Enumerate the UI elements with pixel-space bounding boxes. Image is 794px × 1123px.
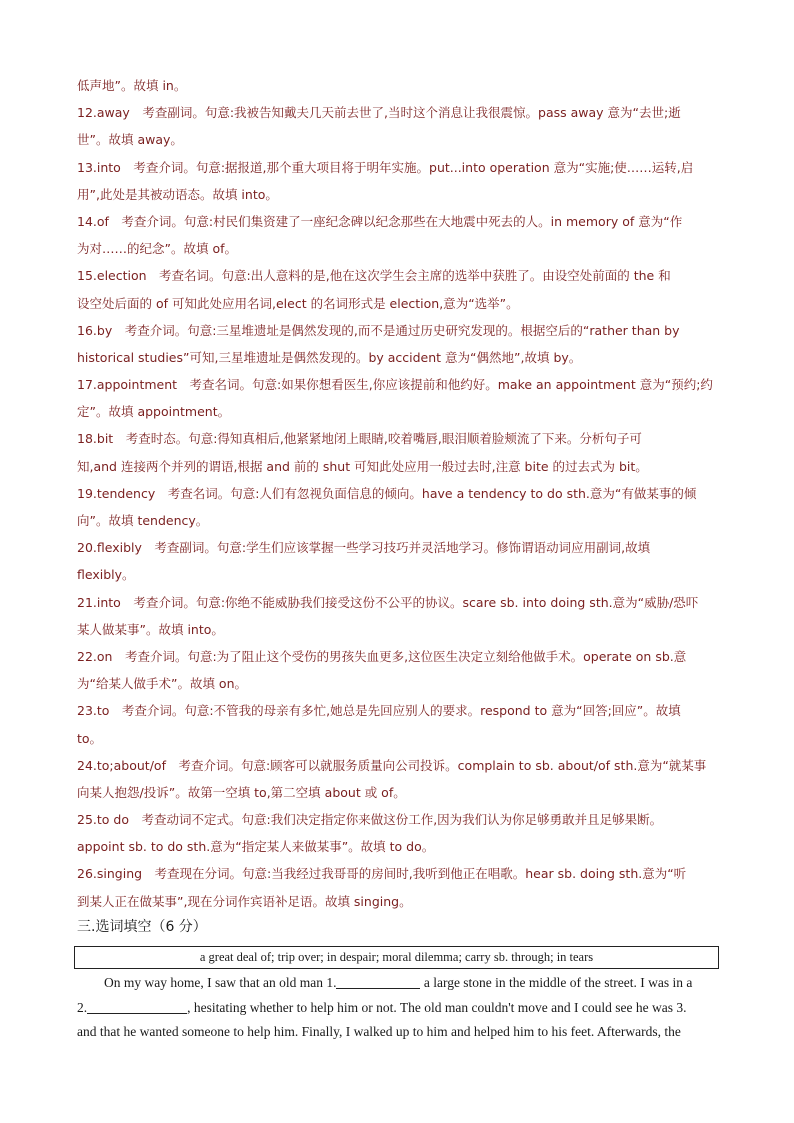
answer-line: 22.on 考查介词。句意:为了阻止这个受伤的男孩失血更多,这位医生决定立刻给他做手术。operate on sb.意 xyxy=(77,648,687,664)
blank-2[interactable] xyxy=(87,999,187,1014)
answer-line: 14.of 考查介词。句意:村民们集资建了一座纪念碑以纪念那些在大地震中死去的人。in memory of 意为“作 xyxy=(77,213,683,229)
answer-line: 16.by 考查介词。句意:三星堆遗址是偶然发现的,而不是通过历史研究发现的。根据空后的“rather than by xyxy=(77,322,680,338)
answer-line: 15.election 考查名词。句意:出人意料的是,他在这次学生会主席的选举中获胜了。由设空处前面的 the 和 xyxy=(77,268,671,284)
answer-line: 19.tendency 考查名词。句意:人们有忽视负面信息的倾向。have a tendency to do sth.意为“有做某事的倾 xyxy=(77,485,697,501)
answer-line: 世”。故填 away。 xyxy=(77,132,183,148)
answer-line: historical studies”可知,三星堆遗址是偶然发现的。by accident 意为“偶然地”,故填 by。 xyxy=(77,349,582,365)
answer-line: 到某人正在做某事”,现在分词作宾语补足语。故填 singing。 xyxy=(77,893,412,909)
answer-line: 23.to 考查介词。句意:不管我的母亲有多忙,她总是先回应别人的要求。respond to 意为“回答;回应”。故填 xyxy=(77,703,681,719)
answer-line: appoint sb. to do sth.意为“指定某人来做某事”。故填 to do。 xyxy=(77,839,435,855)
word-bank-box: a great deal of; trip over; in despair; moral dilemma; carry sb. through; in tears xyxy=(74,946,719,969)
answer-key xyxy=(77,72,721,915)
answer-line: 21.into 考查介词。句意:你绝不能威胁我们接受这份不公平的协议。scare sb. into doing sth.意为“威胁/恐吓 xyxy=(77,594,699,610)
passage-text: a large stone in the middle of the street. I was in a xyxy=(420,975,693,990)
answer-line: 25.to do 考查动词不定式。句意:我们决定指定你来做这份工作,因为我们认为你足够勇敢并且足够果断。 xyxy=(77,812,663,828)
answer-line: 低声地”。故填 in。 xyxy=(77,78,187,93)
section-title: 三.选词填空（6 分） xyxy=(77,919,207,935)
answer-line: 某人做某事”。故填 into。 xyxy=(77,621,224,637)
passage-text: , hesitating whether to help him or not. The old man couldn't move and I could see he was 3. xyxy=(187,999,687,1015)
passage-text: 2. xyxy=(77,999,88,1015)
answer-line: 用”,此处是其被动语态。故填 into。 xyxy=(77,186,278,202)
answer-line: 12.away 考查副词。句意:我被告知戴夫几天前去世了,当时这个消息让我很震惊。pass away 意为“去世;逝 xyxy=(77,105,681,121)
answer-line: 为对……的纪念”。故填 of。 xyxy=(77,241,237,257)
answer-line: flexibly。 xyxy=(77,567,135,583)
answer-line: 向”。故填 tendency。 xyxy=(77,513,209,528)
passage-line xyxy=(77,1020,721,1045)
passage-text: and that he wanted someone to help him. Finally, I walked up to him and helped him to his feet. Afterwards, the xyxy=(77,1024,681,1040)
answer-line: 定”。故填 appointment。 xyxy=(77,404,231,420)
answer-line: 13.into 考查介词。句意:据报道,那个重大项目将于明年实施。put...into operation 意为“实施;使……运转,启 xyxy=(77,159,694,175)
cloze-passage xyxy=(77,971,721,1045)
answer-line: 设空处后面的 of 可知此处应用名词,elect 的名词形式是 election,意为“选举”。 xyxy=(77,295,519,311)
answer-line: 20.flexibly 考查副词。句意:学生们应该掌握一些学习技巧并灵活地学习。修饰谓语动词应用副词,故填 xyxy=(77,540,651,556)
passage-text: On my way home, I saw that an old man 1. xyxy=(104,975,337,990)
answer-line: 24.to;about/of 考查介词。句意:顾客可以就服务质量向公司投诉。complain to sb. about/of sth.意为“就某事 xyxy=(77,757,707,773)
answer-line: 为“给某人做手术”。故填 on。 xyxy=(77,676,247,692)
answer-line: 18.bit 考查时态。句意:得知真相后,他紧紧地闭上眼睛,咬着嘴唇,眼泪顺着脸颊流了下来。分析句子可 xyxy=(77,431,642,447)
passage-line xyxy=(77,996,721,1021)
answer-line: 17.appointment 考查名词。句意:如果你想看医生,你应该提前和他约好。make an appointment 意为“预约;约 xyxy=(77,377,713,393)
answer-line: 26.singing 考查现在分词。句意:当我经过我哥哥的房间时,我听到他正在唱歌。hear sb. doing sth.意为“听 xyxy=(77,866,687,882)
blank-1[interactable] xyxy=(336,974,420,989)
answer-line: 知,and 连接两个并列的谓语,根据 and 前的 shut 可知此处应用一般过去时,注意 bite 的过去式为 bit。 xyxy=(77,458,648,474)
answer-line: 向某人抱怨/投诉”。故第一空填 to,第二空填 about 或 of。 xyxy=(77,784,406,800)
passage-line xyxy=(77,971,721,996)
answer-line: to。 xyxy=(77,730,103,746)
